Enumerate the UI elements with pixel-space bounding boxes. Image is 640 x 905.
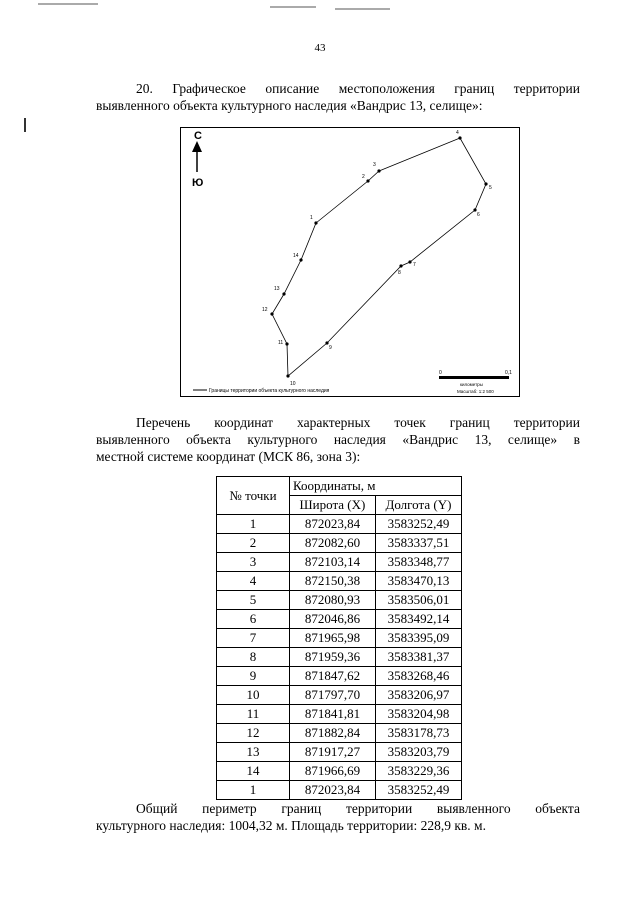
section-heading [96,80,580,114]
scan-artifact-left-margin [24,118,26,132]
scan-artifact-top-center [270,6,316,8]
cell-x: 872080,93 [290,591,376,610]
table-row [217,610,462,629]
boundary-point [377,169,380,172]
boundary-point-label: 11 [278,340,284,346]
cell-y: 3583470,13 [375,572,461,591]
cell-point: 6 [217,610,290,629]
boundary-point-label: 4 [456,130,459,136]
scale-text: Масштаб: 1:2 500 [457,389,494,394]
cell-y: 3583381,37 [375,648,461,667]
cell-point: 13 [217,743,290,762]
cell-y: 3583206,97 [375,686,461,705]
cell-point: 12 [217,724,290,743]
boundary-point-label: 5 [489,185,492,191]
cell-y: 3583395,09 [375,629,461,648]
cell-x: 871841,81 [290,705,376,724]
cell-y: 3583252,49 [375,515,461,534]
intro-line-2: выявленного объекта культурного наследия «Вандрис 13, селище» в [96,432,580,447]
boundary-polygon [262,130,492,387]
legend-text: Границы территории объекта культурного наследия [209,388,330,394]
cell-point: 1 [217,515,290,534]
header-lat: Широта (X) [290,496,376,515]
coordinates-intro [96,414,580,465]
cell-x: 871847,62 [290,667,376,686]
boundary-point-label: 8 [398,270,401,276]
cell-point: 11 [217,705,290,724]
table-row [217,686,462,705]
cell-x: 872046,86 [290,610,376,629]
boundary-point [270,312,273,315]
cell-y: 3583268,46 [375,667,461,686]
table-row [217,591,462,610]
boundary-point-label: 14 [293,253,299,259]
cell-x: 872150,38 [290,572,376,591]
boundary-point-label: 2 [362,174,365,180]
summary-line-2: культурного наследия: 1004,32 м. Площадь территории: 228,9 кв. м. [96,818,486,833]
heading-line-2: выявленного объекта культурного наследия «Вандрис 13, селище»: [96,98,483,113]
scale-end-label: 0,1 [505,370,512,376]
scan-artifact-top-left [38,3,98,5]
boundary-point [399,264,402,267]
cell-point: 1 [217,781,290,800]
table-row [217,629,462,648]
coordinates-table [216,476,462,800]
cell-y: 3583337,51 [375,534,461,553]
boundary-point [366,179,369,182]
cell-point: 4 [217,572,290,591]
boundary-line [272,138,486,376]
intro-line-3: местной системе координат (МСК 86, зона 3): [96,449,361,464]
heading-line-1: 20. Графическое описание местоположения границ территории [136,81,580,96]
boundary-point-label: 13 [274,286,280,292]
cell-point: 2 [217,534,290,553]
boundary-point-label: 12 [262,307,268,313]
table-row [217,724,462,743]
cell-x: 871966,69 [290,762,376,781]
boundary-point-label: 3 [373,162,376,168]
boundary-point-label: 10 [290,381,296,387]
scale-start-label: 0 [439,370,442,376]
header-lon: Долгота (Y) [375,496,461,515]
boundary-point-label: 9 [329,345,332,351]
summary-paragraph [96,800,580,834]
table-row [217,781,462,800]
boundary-map [180,127,520,397]
cell-x: 872023,84 [290,515,376,534]
table-row [217,743,462,762]
boundary-point-label: 7 [413,262,416,268]
scan-artifact-top-center-2 [335,8,390,10]
cell-x: 872103,14 [290,553,376,572]
map-canvas [181,128,519,396]
cell-y: 3583229,36 [375,762,461,781]
cell-x: 871882,84 [290,724,376,743]
boundary-point [285,342,288,345]
cell-x: 871959,36 [290,648,376,667]
cell-y: 3583204,98 [375,705,461,724]
cell-point: 10 [217,686,290,705]
boundary-point [484,182,487,185]
north-label: С [194,130,202,142]
page-number: 43 [314,42,326,54]
intro-line-1: Перечень координат характерных точек границ территории [136,415,580,430]
boundary-point [314,221,317,224]
table-row [217,515,462,534]
header-point: № точки [217,477,290,515]
header-coords: Координаты, м [290,477,462,496]
cell-y: 3583348,77 [375,553,461,572]
boundary-point [282,292,285,295]
summary-line-1: Общий периметр границ территории выявленного объекта [136,801,580,816]
cell-point: 14 [217,762,290,781]
cell-x: 871965,98 [290,629,376,648]
south-label: Ю [192,177,204,189]
table-row [217,762,462,781]
cell-x: 872082,60 [290,534,376,553]
scale-bar [439,376,509,379]
table-row [217,667,462,686]
table-row [217,705,462,724]
cell-y: 3583252,49 [375,781,461,800]
boundary-point [458,136,461,139]
cell-x: 871917,27 [290,743,376,762]
table-row [217,553,462,572]
cell-y: 3583492,14 [375,610,461,629]
table-header-row [217,477,462,496]
boundary-point [286,374,289,377]
north-arrow-head [192,141,202,152]
scale-unit: километры [460,382,483,387]
boundary-point [299,258,302,261]
table-row [217,534,462,553]
cell-y: 3583178,73 [375,724,461,743]
cell-point: 9 [217,667,290,686]
table-row [217,572,462,591]
cell-point: 5 [217,591,290,610]
cell-y: 3583203,79 [375,743,461,762]
cell-x: 872023,84 [290,781,376,800]
table-row [217,648,462,667]
table-body [217,515,462,800]
boundary-point [408,260,411,263]
cell-point: 8 [217,648,290,667]
cell-y: 3583506,01 [375,591,461,610]
cell-point: 3 [217,553,290,572]
cell-point: 7 [217,629,290,648]
boundary-point-label: 1 [310,215,313,221]
boundary-point-label: 6 [477,212,480,218]
cell-x: 871797,70 [290,686,376,705]
